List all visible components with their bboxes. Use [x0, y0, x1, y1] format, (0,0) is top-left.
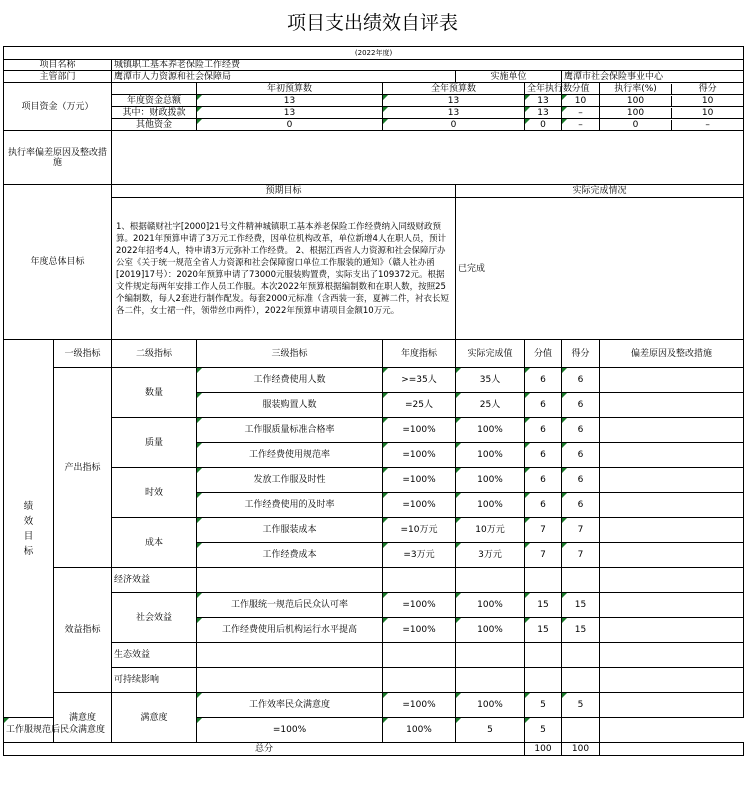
indicator-deviation [600, 593, 744, 618]
indicator-name: 工作服规范后民众满意度 [4, 718, 54, 743]
actual-completion-text: 已完成 [456, 198, 744, 340]
indicator-name: 服装购置人数 [197, 393, 383, 418]
funds-cell: – [562, 107, 600, 119]
indicator-target [383, 568, 456, 593]
indicator-score [525, 668, 562, 693]
funds-cell: 0 [383, 119, 525, 131]
funds-cell: 10 [701, 107, 714, 118]
level2-social: 社会效益 [112, 593, 197, 643]
impl-unit-value: 鹰潭市社会保险事业中心 [562, 71, 744, 83]
funds-header-score: 分值 [562, 83, 600, 95]
indicator-score: 7 [525, 543, 562, 568]
funds-cell-pair [600, 119, 744, 131]
indicator-target [383, 643, 456, 668]
indicator-deviation [600, 518, 744, 543]
indicator-got: 7 [562, 518, 600, 543]
perf-header-deviation: 偏差原因及整改措施 [600, 340, 744, 368]
funds-row [4, 107, 744, 119]
level1-satisfaction: 满意度 [54, 693, 112, 743]
indicator-actual [456, 643, 525, 668]
year-label: (2022年度) [4, 47, 744, 60]
indicator-name [197, 668, 383, 693]
funds-header-rate-score [600, 83, 744, 95]
perf-row [4, 668, 744, 693]
indicator-target: =100% [197, 718, 383, 743]
indicator-target: =10万元 [383, 518, 456, 543]
level2-satisfaction: 满意度 [112, 693, 197, 743]
perf-header-got: 得分 [562, 340, 600, 368]
self-evaluation-table [3, 46, 744, 756]
deviation-value [112, 131, 744, 185]
funds-cell: 0 [525, 119, 562, 131]
indicator-score: 15 [525, 618, 562, 643]
indicator-actual: 25人 [456, 393, 525, 418]
perf-header-target: 年度指标 [383, 340, 456, 368]
perf-header-score: 分值 [525, 340, 562, 368]
funds-cell-pair [600, 107, 744, 119]
indicator-target: >=35人 [383, 368, 456, 393]
indicator-score: 6 [525, 493, 562, 518]
indicator-name: 工作经费成本 [197, 543, 383, 568]
project-name-label: 项目名称 [4, 60, 112, 71]
funds-header-got: 得分 [698, 83, 717, 94]
level1-output: 产出指标 [54, 368, 112, 568]
indicator-actual: 100% [456, 418, 525, 443]
indicator-score: 15 [525, 593, 562, 618]
indicator-name: 工作服统一规范后民众认可率 [197, 593, 383, 618]
indicator-name: 工作经费使用规范率 [197, 443, 383, 468]
indicator-got: 6 [562, 443, 600, 468]
perf-row [4, 468, 744, 493]
indicator-actual: 100% [456, 593, 525, 618]
indicator-target: =100% [383, 593, 456, 618]
indicator-name: 工作效率民众满意度 [197, 693, 383, 718]
perf-header-level2: 二级指标 [112, 340, 197, 368]
indicator-got: 6 [562, 368, 600, 393]
funds-header-annual: 全年预算数 [383, 83, 525, 95]
indicator-name [197, 568, 383, 593]
level2-economic: 经济效益 [112, 568, 197, 593]
indicator-got: 15 [562, 593, 600, 618]
indicator-target [383, 668, 456, 693]
indicator-actual [456, 568, 525, 593]
funds-cell: 100 [600, 108, 672, 118]
indicator-deviation [562, 718, 600, 743]
funds-cell: 10 [701, 95, 714, 106]
funds-blank-header [112, 83, 197, 95]
indicator-name: 工作服装成本 [197, 518, 383, 543]
indicator-score: 6 [525, 418, 562, 443]
funds-cell: 0 [600, 120, 672, 130]
indicator-deviation [600, 568, 744, 593]
expected-goal-header: 预期目标 [112, 185, 456, 198]
indicator-actual: 10万元 [456, 518, 525, 543]
perf-header-actual: 实际完成值 [456, 340, 525, 368]
annual-goal-label: 年度总体目标 [4, 185, 112, 340]
indicator-name: 工作经费使用后机构运行水平提高 [197, 618, 383, 643]
indicator-got: 6 [562, 493, 600, 518]
indicator-score: 7 [525, 518, 562, 543]
indicator-got [562, 668, 600, 693]
total-label: 总分 [4, 743, 525, 756]
indicator-deviation [600, 668, 744, 693]
perf-header-level1: 一级指标 [54, 340, 112, 368]
dept-value: 鹰潭市人力资源和社会保障局 [112, 71, 456, 83]
indicator-target: =3万元 [383, 543, 456, 568]
level2-sustainable: 可持续影响 [112, 668, 197, 693]
funds-section-label: 项目资金（万元） [4, 83, 112, 131]
indicator-deviation [600, 493, 744, 518]
total-deviation [600, 743, 744, 756]
perf-row [4, 368, 744, 393]
indicator-target: =25人 [383, 393, 456, 418]
funds-row [4, 119, 744, 131]
indicator-actual: 35人 [456, 368, 525, 393]
level2-quantity: 数量 [112, 368, 197, 418]
level2-timeliness: 时效 [112, 468, 197, 518]
indicator-deviation [600, 618, 744, 643]
perf-row [4, 643, 744, 668]
funds-row-label: 其他资金 [112, 119, 197, 131]
indicator-got: 6 [562, 418, 600, 443]
page-title: 项目支出绩效自评表 [286, 12, 458, 34]
perf-row [4, 593, 744, 618]
impl-unit-label: 实施单位 [456, 71, 562, 83]
indicator-actual: 100% [383, 718, 456, 743]
total-got: 100 [562, 743, 600, 756]
indicator-deviation [600, 543, 744, 568]
indicator-deviation [600, 368, 744, 393]
funds-header-rate: 执行率(%) [600, 84, 672, 94]
indicator-actual: 100% [456, 493, 525, 518]
dept-label: 主管部门 [4, 71, 112, 83]
expected-goal-text: 1、根据赣财社字[2000]21号文件精神城镇职工基本养老保险工作经费纳入同级财政预算。2021年预算申请了3万元工作经费，因单位机构改革，单位新增4人在职人员，预计2022年招考4人，特申请3万元弥补工作经费。 2、根据江西省人力资源和社会保障厅办公室《关于统一规范全省人力资源和社会保障窗口单位工作服装的通知》（赣人社办函[2019]17号）：2020年预算申请了73000元服装购置费，实际支出了109372元。根据文件规定每两年安排工作人员工作服。本次2022年预算根据编制数和在职人数，按照25个编制数，每人2套进行制作配发。每套2000元标准（含西装一套，夏裤二件，衬衣长短各二件，女士裙一件，领带丝巾两件），2022年预算申请项目金额10万元。 [112, 198, 456, 340]
indicator-name [197, 643, 383, 668]
indicator-actual: 3万元 [456, 543, 525, 568]
funds-header-executed: 全年执行数 [525, 83, 562, 95]
indicator-target: =100% [383, 443, 456, 468]
indicator-got: 5 [562, 693, 600, 718]
indicator-target: =100% [383, 618, 456, 643]
funds-cell: – [705, 119, 710, 130]
funds-row [4, 95, 744, 107]
funds-row-label: 年度资金总额 [112, 95, 197, 107]
indicator-got [562, 643, 600, 668]
funds-row-label: 其中：财政拨款 [112, 107, 197, 119]
indicator-got [562, 568, 600, 593]
level2-cost: 成本 [112, 518, 197, 568]
perf-row [4, 418, 744, 443]
indicator-score: 5 [525, 693, 562, 718]
indicator-name: 发放工作服及时性 [197, 468, 383, 493]
level2-quality: 质量 [112, 418, 197, 468]
funds-cell: 13 [525, 95, 562, 107]
funds-cell: 0 [197, 119, 383, 131]
indicator-deviation [600, 468, 744, 493]
indicator-got: 7 [562, 543, 600, 568]
indicator-actual [456, 668, 525, 693]
indicator-deviation [600, 443, 744, 468]
indicator-got: 15 [562, 618, 600, 643]
indicator-score: 6 [525, 393, 562, 418]
indicator-score: 6 [525, 443, 562, 468]
indicator-target: =100% [383, 693, 456, 718]
funds-cell: 13 [197, 95, 383, 107]
funds-cell: 100 [600, 96, 672, 106]
level2-ecological: 生态效益 [112, 643, 197, 668]
indicator-actual: 100% [456, 468, 525, 493]
indicator-target: =100% [383, 468, 456, 493]
indicator-target: =100% [383, 493, 456, 518]
funds-header-initial: 年初预算数 [197, 83, 383, 95]
indicator-got: 5 [525, 718, 562, 743]
funds-cell: 13 [525, 107, 562, 119]
indicator-score [525, 643, 562, 668]
funds-cell-pair [600, 95, 744, 107]
indicator-actual: 100% [456, 693, 525, 718]
indicator-name: 工作经费使用人数 [197, 368, 383, 393]
funds-cell: 10 [562, 95, 600, 107]
perf-row [4, 518, 744, 543]
indicator-actual: 100% [456, 618, 525, 643]
indicator-score [525, 568, 562, 593]
indicator-target: =100% [383, 418, 456, 443]
indicator-name: 工作服质量标准合格率 [197, 418, 383, 443]
funds-cell: – [562, 119, 600, 131]
funds-cell: 13 [383, 107, 525, 119]
funds-cell: 13 [383, 95, 525, 107]
indicator-deviation [600, 418, 744, 443]
indicator-name: 工作经费使用的及时率 [197, 493, 383, 518]
indicator-score: 5 [456, 718, 525, 743]
perf-row [4, 568, 744, 593]
level1-benefit: 效益指标 [54, 568, 112, 693]
perf-row [4, 693, 744, 718]
indicator-score: 6 [525, 368, 562, 393]
indicator-deviation [600, 643, 744, 668]
project-name-value: 城镇职工基本养老保险工作经费 [112, 60, 744, 71]
indicator-actual: 100% [456, 443, 525, 468]
indicator-deviation [600, 393, 744, 418]
indicator-got: 6 [562, 393, 600, 418]
indicator-got: 6 [562, 468, 600, 493]
indicator-score: 6 [525, 468, 562, 493]
actual-completion-header: 实际完成情况 [456, 185, 744, 198]
perf-side-label: 绩效目标 [4, 340, 54, 718]
deviation-label: 执行率偏差原因及整改措施 [4, 131, 112, 185]
indicator-deviation [600, 693, 744, 718]
total-score: 100 [525, 743, 562, 756]
perf-header-level3: 三级指标 [197, 340, 383, 368]
funds-cell: 13 [197, 107, 383, 119]
